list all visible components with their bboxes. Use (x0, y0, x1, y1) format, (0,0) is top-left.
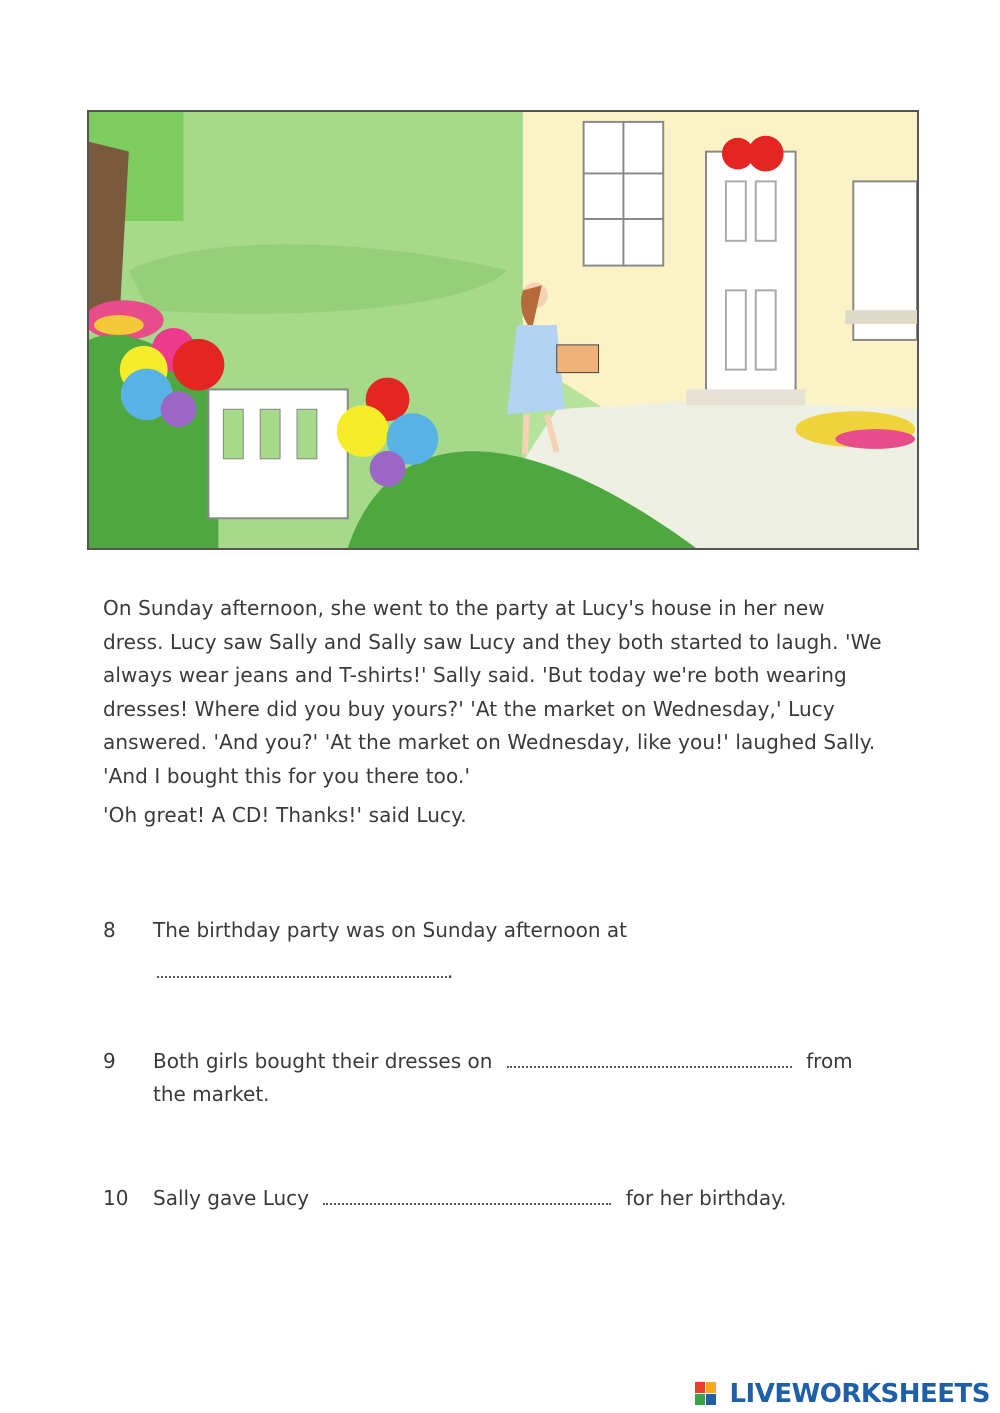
story-text (103, 592, 883, 833)
question-number: 9 (103, 1049, 116, 1073)
liveworksheets-logo-icon (695, 1382, 727, 1406)
question-text-after: from (806, 1049, 853, 1073)
question-8 (103, 914, 116, 947)
answer-suffix: . (447, 959, 454, 983)
question-text-before: Both girls bought their dresses on (153, 1049, 493, 1073)
question-text-before: Sally gave Lucy (153, 1186, 310, 1210)
question-text-line2: the market. (153, 1082, 270, 1106)
answer-blank[interactable] (507, 1052, 792, 1068)
question-9-text (153, 1045, 893, 1111)
question-8-text: The birthday party was on Sunday afternoon at (153, 918, 627, 942)
story-paragraph-closing: 'Oh great! A CD! Thanks!' said Lucy. (103, 803, 467, 827)
brand-name: LIVEWORKSHEETS (729, 1379, 990, 1409)
story-illustration (87, 110, 919, 550)
question-10 (103, 1182, 128, 1215)
answer-blank[interactable] (157, 962, 447, 978)
liveworksheets-brand (695, 1380, 990, 1408)
question-text-after: for her birthday. (625, 1186, 787, 1210)
question-9 (103, 1045, 116, 1078)
question-number: 10 (103, 1186, 129, 1210)
answer-blank[interactable] (323, 1189, 611, 1205)
question-8-answer-line (157, 955, 453, 988)
question-number: 8 (103, 918, 116, 942)
story-paragraph: On Sunday afternoon, she went to the party at Lucy's house in her new dress. Lucy saw Sally and Sally saw Lucy and they both started to laugh. 'We always wear jeans and T-shirts!' Sally said. 'But today we're both wearing dresses! Where did you buy yours?' 'At the market on Wednesday,' Lucy answered. 'And you?' 'At the market on Wednesday, like you!' laughed Sally. 'And I bought this for you there too.' (103, 596, 882, 788)
question-10-text (153, 1182, 786, 1215)
party-house-scene-image (89, 112, 917, 548)
